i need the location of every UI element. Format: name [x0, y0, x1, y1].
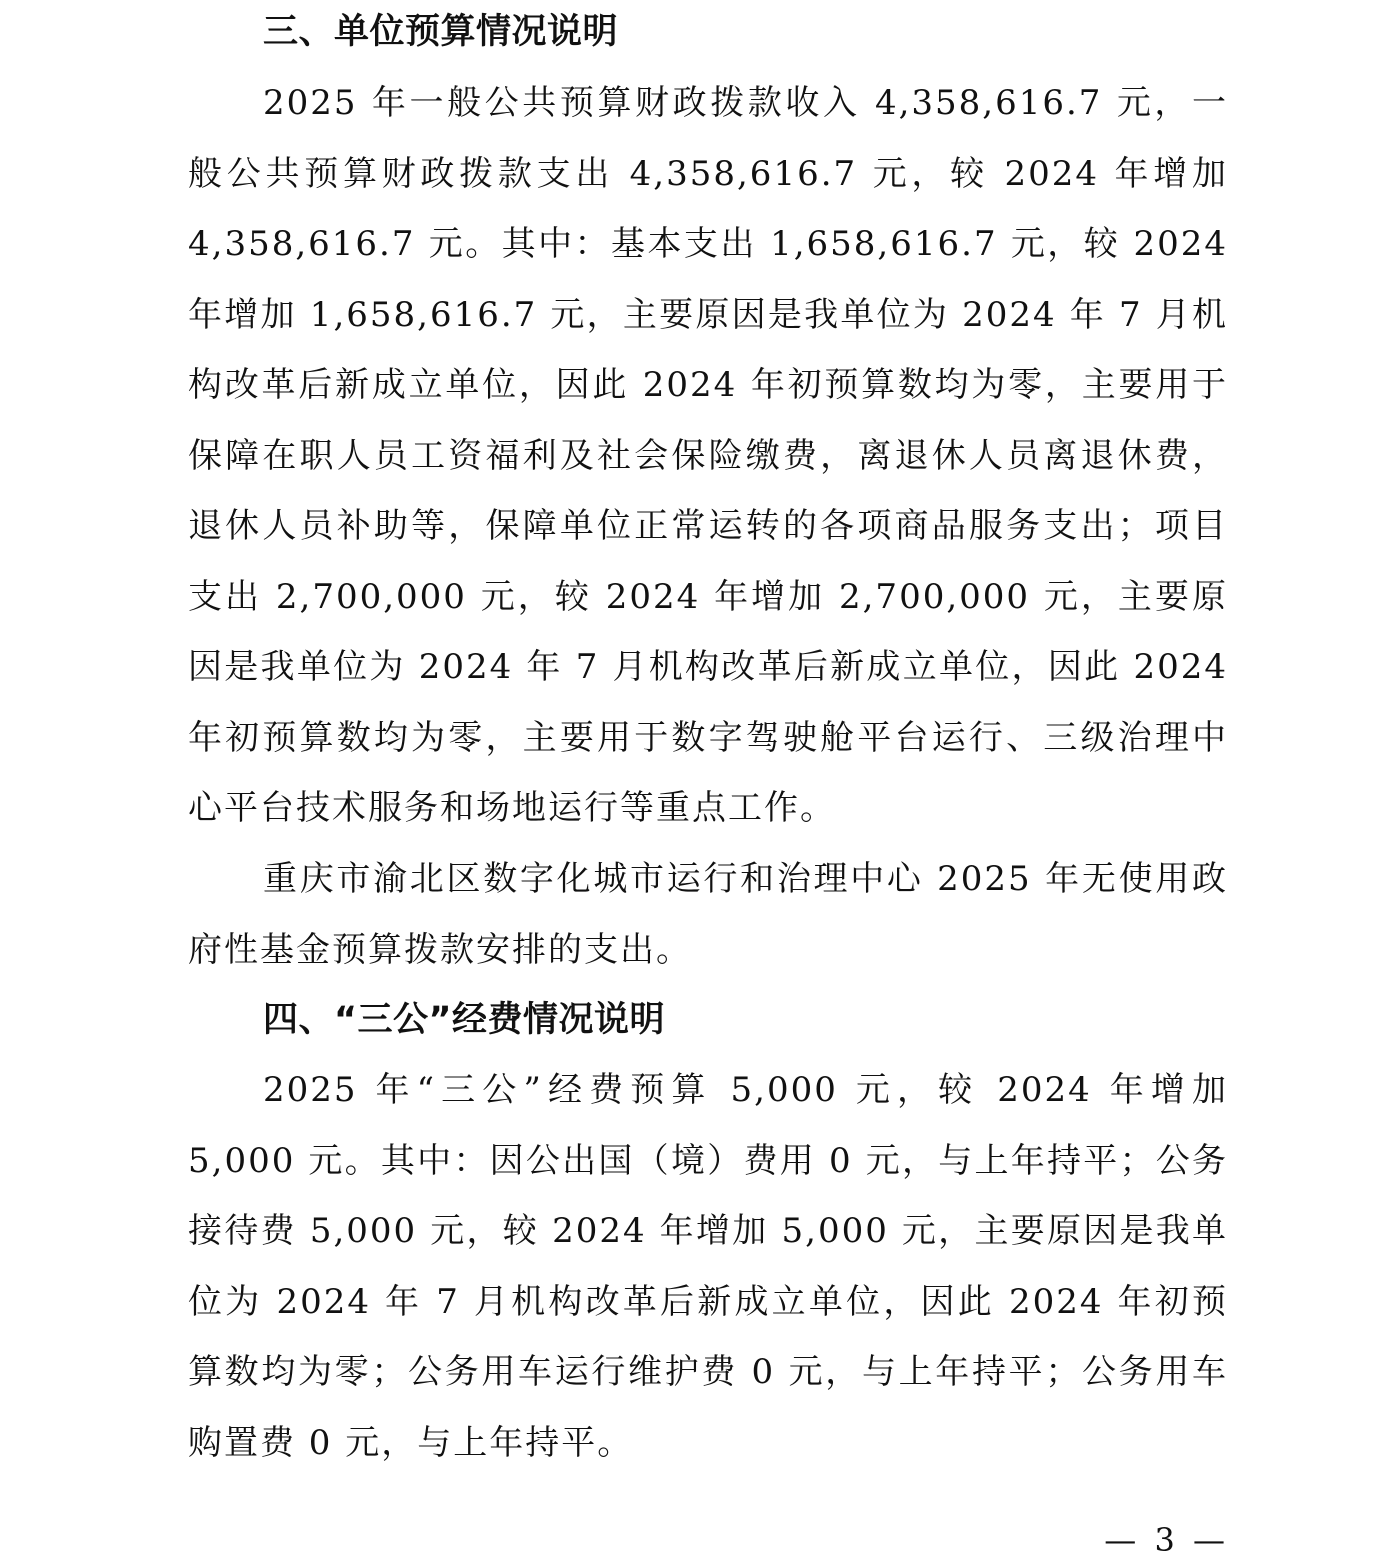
- paragraph-budget-details: 2025 年一般公共预算财政拨款收入 4,358,616.7 元，一般公共预算财政拨款支出 4,358,616.7 元，较 2024 年增加 4,358,616.7 元。其中：基本支出 1,658,616.7 元，较 2024 年增加 1,658,616.7 元，主要原因是我单位为 2024 年 7 月机构改革后新成立单位，因此 2024 年初预算数均为零，主要用于保障在职人员工资福利及社会保险缴费，离退休人员离退休费，退休人员补助等，保障单位正常运转的各项商品服务支出；项目支出 2,700,000 元，较 2024 年增加 2,700,000 元，主要原因是我单位为 2024 年 7 月机构改革后新成立单位，因此 2024 年初预算数均为零，主要用于数字驾驶舱平台运行、三级治理中心平台技术服务和场地运行等重点工作。: [188, 83, 1228, 828]
- paragraph-three-public-details: 2025 年“三公”经费预算 5,000 元，较 2024 年增加 5,000 元。其中：因公出国（境）费用 0 元，与上年持平；公务接待费 5,000 元，较 2024 年增加 5,000 元，主要原因是我单位为 2024 年 7 月机构改革后新成立单位，因此 2024 年初预算数均为零；公务用车运行维护费 0 元，与上年持平；公务用车购置费 0 元，与上年持平。: [188, 1070, 1228, 1463]
- section-heading-three-public: 四、“三公”经费情况说明: [263, 1000, 666, 1040]
- paragraph-government-fund: 重庆市渝北区数字化城市运行和治理中心 2025 年无使用政府性基金预算拨款安排的支出。: [188, 859, 1228, 970]
- section-heading-budget: 三、单位预算情况说明: [263, 12, 619, 52]
- page-number: — 3 —: [1104, 1521, 1229, 1559]
